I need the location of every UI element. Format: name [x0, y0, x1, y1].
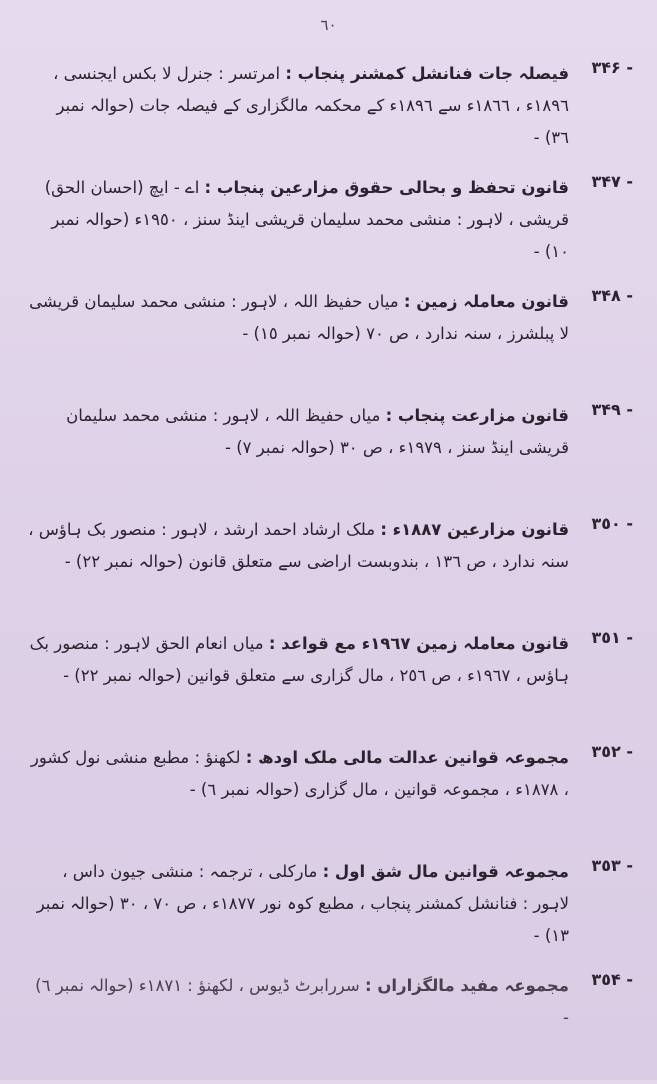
- bibliography-entry: [28, 286, 633, 400]
- entry-number: ٣٥٠ -: [591, 514, 633, 533]
- entry-body: لکھنؤ : مطبع منشی نول کشور ، ١٨٧٨ء ، مجموعہ قوانین ، مال گزاری (حوالہ نمبر ٦) -: [30, 748, 569, 799]
- entry-body: امرتسر : جنرل لا بکس ایجنسی ، ١٨٩٦ء ، ١٨٦٦ء سے ١٨٩٦ء کے محکمہ مالگزاری کے فیصلہ جات (حوالہ نمبر ٣٦) -: [53, 64, 569, 147]
- bibliography-list: [28, 58, 633, 1084]
- entry-number: ٣۴٨ -: [591, 286, 633, 305]
- entry-body: میاں حفیظ اللہ ، لاہور : منشی محمد سلیمان قریشی لا پبلشرز ، سنہ ندارد ، ص ٧٠ (حوالہ نمبر ١٥) -: [29, 292, 569, 343]
- entry-text: [28, 286, 569, 350]
- entry-title: قانون معاملہ زمین :: [403, 292, 569, 311]
- bibliography-entry: [28, 856, 633, 970]
- bibliography-entry: [28, 970, 633, 1084]
- entry-text: [28, 514, 569, 578]
- entry-title: مجموعہ قوانین مال شق اول :: [322, 862, 569, 881]
- entry-title: قانون مزارعت پنجاب :: [385, 406, 569, 425]
- entry-text: [28, 400, 569, 464]
- entry-text: [28, 628, 569, 692]
- entry-text: [28, 172, 569, 268]
- entry-text: [28, 742, 569, 806]
- entry-title: مجموعہ قوانین عدالت مالی ملک اودھ :: [245, 748, 569, 767]
- entry-body: میاں حفیظ اللہ ، لاہور : منشی محمد سلیمان قریشی اینڈ سنز ، ١٩٧٩ء ، ص ٣٠ (حوالہ نمبر ٧) -: [66, 406, 569, 457]
- bibliography-entry: [28, 742, 633, 856]
- entry-number: ٣٥۴ -: [591, 970, 633, 989]
- entry-body: ملک ارشاد احمد ارشد ، لاہور : منصور بک ہاؤس ، سنہ ندارد ، ص ١٣٦ ، بندوبست اراضی سے متعلق قانون (حوالہ نمبر ٢٢) -: [28, 520, 569, 571]
- entry-number: ٣٥١ -: [591, 628, 633, 647]
- entry-title: مجموعہ مفید مالگزاراں :: [364, 976, 569, 995]
- entry-title: قانون تحفظ و بحالی حقوق مزارعین پنجاب :: [204, 178, 569, 197]
- entry-number: ٣۴۶ -: [591, 58, 633, 77]
- entry-body: میاں انعام الحق لاہور : منصور بک ہاؤس ، ١٩٦٧ء ، ص ٢٥٦ ، مال گزاری سے متعلق قوانین (حوالہ نمبر ٢٢) -: [29, 634, 569, 685]
- entry-title: قانون معاملہ زمین ١٩٦٧ء مع قواعد :: [268, 634, 569, 653]
- page-number: ٦٠: [320, 16, 337, 34]
- entry-text: [28, 58, 569, 154]
- entry-number: ٣٥٣ -: [591, 856, 633, 875]
- bibliography-entry: [28, 58, 633, 172]
- entry-text: [28, 856, 569, 952]
- bibliography-entry: [28, 172, 633, 286]
- entry-number: ٣٥٢ -: [591, 742, 633, 761]
- bibliography-entry: [28, 400, 633, 514]
- bibliography-entry: [28, 514, 633, 628]
- bibliography-entry: [28, 628, 633, 742]
- entry-number: ٣۴٩ -: [591, 400, 633, 419]
- entry-text: [28, 970, 569, 1034]
- entry-number: ٣۴٧ -: [591, 172, 633, 191]
- entry-body: سررابرٹ ڈیوس ، لکھنؤ : ١٨٧١ء (حوالہ نمبر ٦) -: [35, 976, 569, 1027]
- entry-title: فیصلہ جات فنانشل کمشنر پنجاب :: [285, 64, 569, 83]
- entry-body: اے - ایچ (احسان الحق) قریشی ، لاہور : منشی محمد سلیمان قریشی اینڈ سنز ، ١٩٥٠ء (حوالہ نمبر ١٠) -: [44, 178, 569, 261]
- entry-body: مارکلی ، ترجمہ : منشی جیون داس ، لاہور : فنانشل کمشنر پنجاب ، مطبع کوہ نور ١٨٧٧ء ، ص ٧٠ ، ٣٠ (حوالہ نمبر ١٣) -: [36, 862, 569, 945]
- entry-title: قانون مزارعین ١٨٨٧ء :: [380, 520, 569, 539]
